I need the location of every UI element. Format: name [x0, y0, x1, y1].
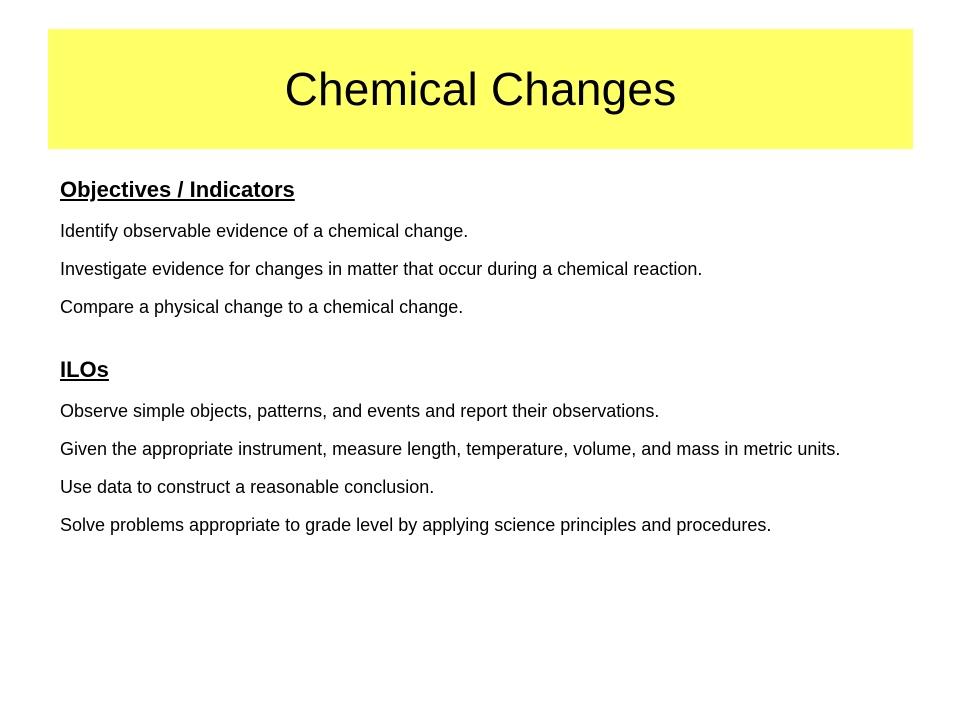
ilo-item: Solve problems appropriate to grade level by applying science principles and procedures. [60, 515, 772, 535]
slide-title: Chemical Changes [284, 63, 677, 115]
ilo-item: Given the appropriate instrument, measure length, temperature, volume, and mass in metric units. [60, 439, 841, 459]
objective-item: Identify observable evidence of a chemical change. [60, 221, 469, 241]
ilo-item: Use data to construct a reasonable conclusion. [60, 477, 435, 497]
slide-content [60, 176, 905, 548]
objective-item: Compare a physical change to a chemical change. [60, 297, 464, 317]
ilo-item: Observe simple objects, patterns, and events and report their observations. [60, 401, 660, 421]
objective-item: Investigate evidence for changes in matter that occur during a chemical reaction. [60, 259, 703, 279]
ilos-heading: ILOs [60, 357, 109, 382]
title-banner [48, 29, 913, 149]
objectives-heading: Objectives / Indicators [60, 177, 295, 202]
